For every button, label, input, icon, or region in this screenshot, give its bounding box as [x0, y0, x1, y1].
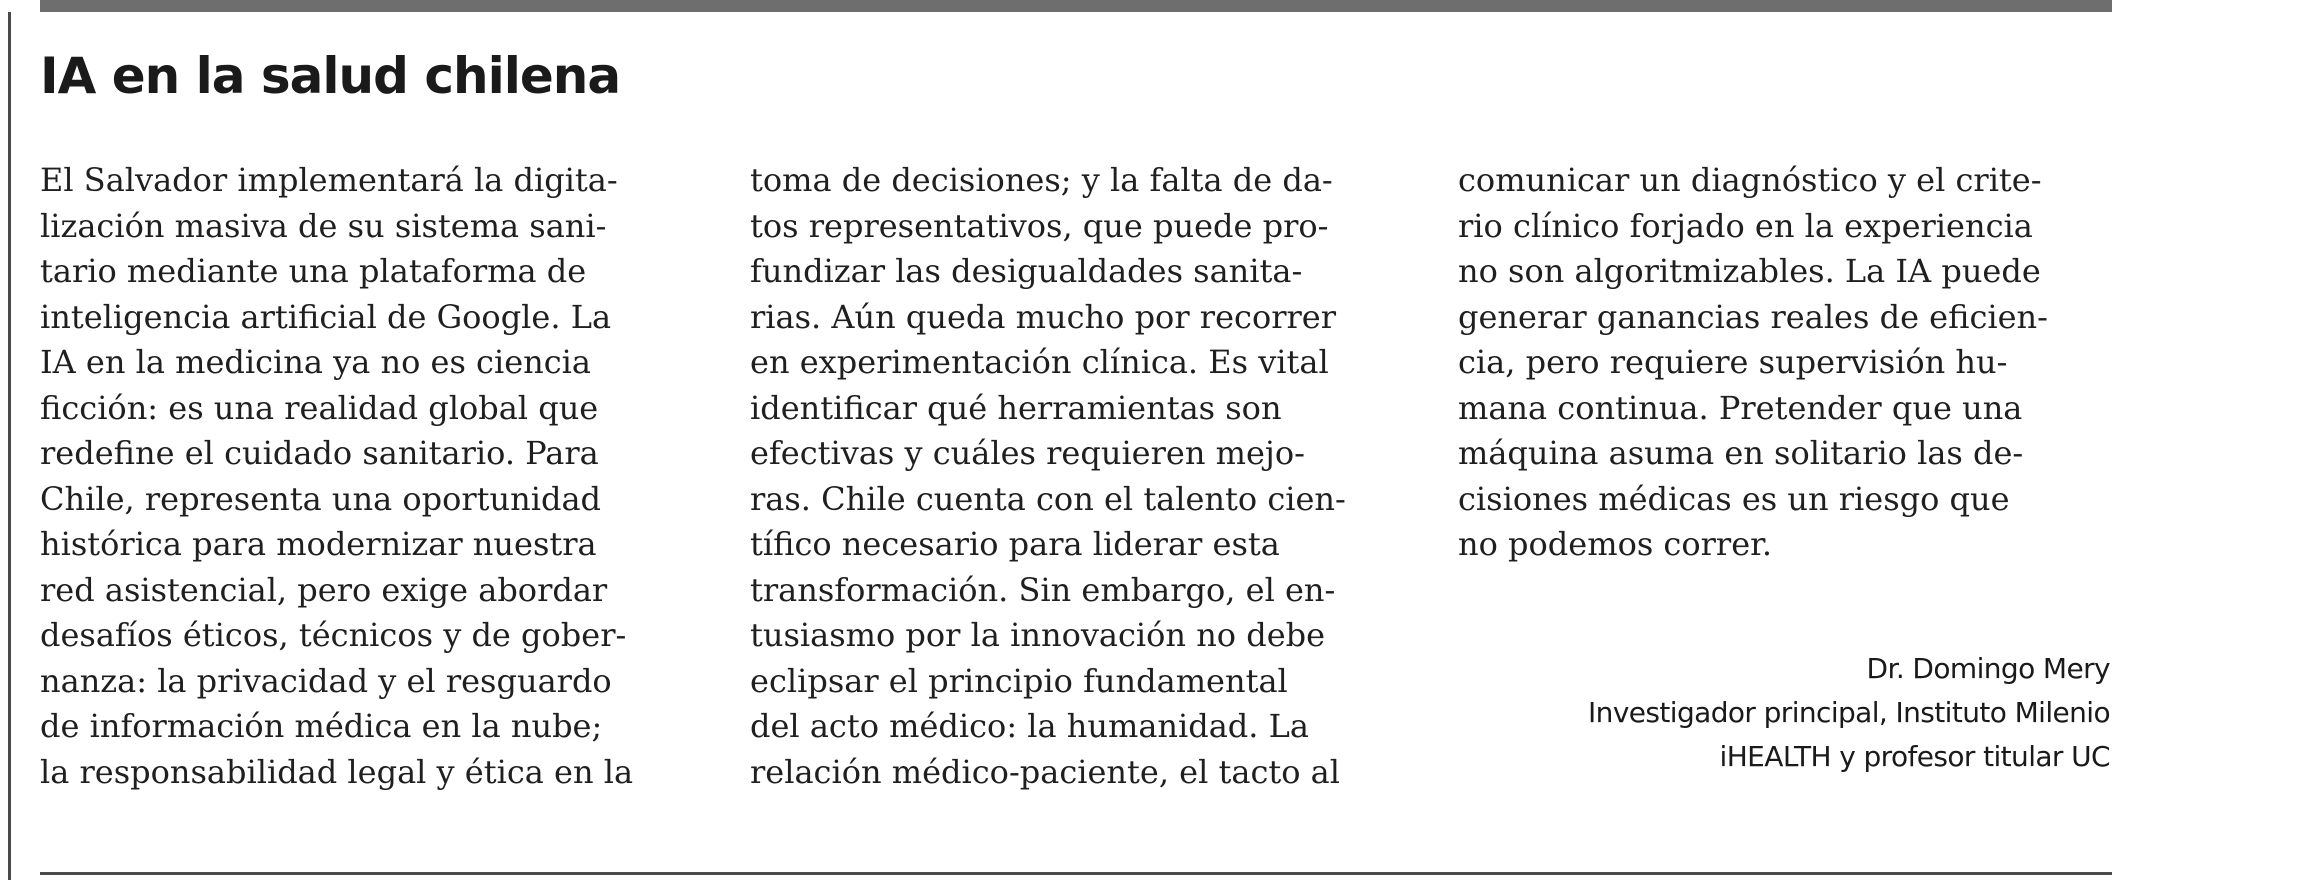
text-line: red asistencial, pero exige abordar — [40, 570, 608, 609]
text-line: máquina asuma en solitario las de- — [1458, 434, 2024, 472]
author-title-line-1: Investigador principal, Instituto Milenio — [1588, 696, 2110, 729]
text-line: cisiones médicas es un riesgo que — [1458, 479, 2010, 518]
text-line: de información médica en la nube; — [40, 707, 603, 745]
text-line: tario mediante una plataforma de — [40, 252, 587, 290]
text-line: comunicar un diagnóstico y el crite- — [1458, 161, 2042, 199]
text-line: del acto médico: la humanidad. La — [750, 707, 1309, 745]
left-border-rule — [8, 12, 11, 880]
text-line: inteligencia artificial de Google. La — [40, 297, 612, 336]
text-line: desafíos éticos, técnicos y de gober- — [40, 616, 627, 654]
top-rule-bar — [40, 0, 2112, 12]
article-column-2 — [750, 158, 1410, 795]
text-line: mana continua. Pretender que una — [1458, 388, 2023, 427]
text-line: tos representativos, que puede pro- — [750, 206, 1329, 245]
text-line: no son algoritmizables. La IA puede — [1458, 252, 2041, 290]
text-line: toma de decisiones; y la falta de da- — [750, 161, 1333, 199]
text-line: IA en la medicina ya no es ciencia — [40, 343, 591, 381]
author-signature — [1588, 647, 2110, 779]
text-line: en experimentación clínica. Es vital — [750, 343, 1329, 381]
article-column-1 — [40, 158, 700, 795]
text-line: la responsabilidad legal y ética en la — [40, 752, 634, 791]
author-name: Dr. Domingo Mery — [1866, 652, 2110, 685]
text-line: generar ganancias reales de eficien- — [1458, 297, 2048, 336]
text-line: fundizar las desigualdades sanita- — [750, 252, 1303, 290]
text-line: redefine el cuidado sanitario. Para — [40, 434, 599, 472]
text-line: El Salvador implementará la digita- — [40, 161, 618, 199]
text-line: efectivas y cuáles requieren mejo- — [750, 434, 1305, 472]
text-line: Chile, representa una oportunidad — [40, 479, 602, 518]
article-headline: IA en la salud chilena — [40, 47, 621, 105]
bottom-rule — [40, 872, 2112, 875]
text-line: ficción: es una realidad global que — [40, 388, 599, 427]
text-line: no podemos correr. — [1458, 525, 1773, 563]
text-line: cia, pero requiere supervisión hu- — [1458, 343, 2008, 381]
author-title-line-2: iHEALTH y profesor titular UC — [1719, 740, 2110, 773]
text-line: lización masiva de su sistema sani- — [40, 206, 607, 245]
text-line: eclipsar el principio fundamental — [750, 661, 1288, 700]
text-line: rias. Aún queda mucho por recorrer — [750, 297, 1337, 336]
article-column-3 — [1458, 158, 2118, 568]
text-line: histórica para modernizar nuestra — [40, 525, 597, 563]
text-line: identificar qué herramientas son — [750, 388, 1282, 427]
text-line: transformación. Sin embargo, el en- — [750, 570, 1336, 609]
text-line: relación médico-paciente, el tacto al — [750, 752, 1340, 791]
text-line: rio clínico forjado en la experiencia — [1458, 206, 2033, 245]
text-line: tusiasmo por la innovación no debe — [750, 616, 1326, 654]
text-line: nanza: la privacidad y el resguardo — [40, 661, 612, 700]
text-line: tífico necesario para liderar esta — [750, 525, 1280, 563]
text-line: ras. Chile cuenta con el talento cien- — [750, 479, 1346, 518]
